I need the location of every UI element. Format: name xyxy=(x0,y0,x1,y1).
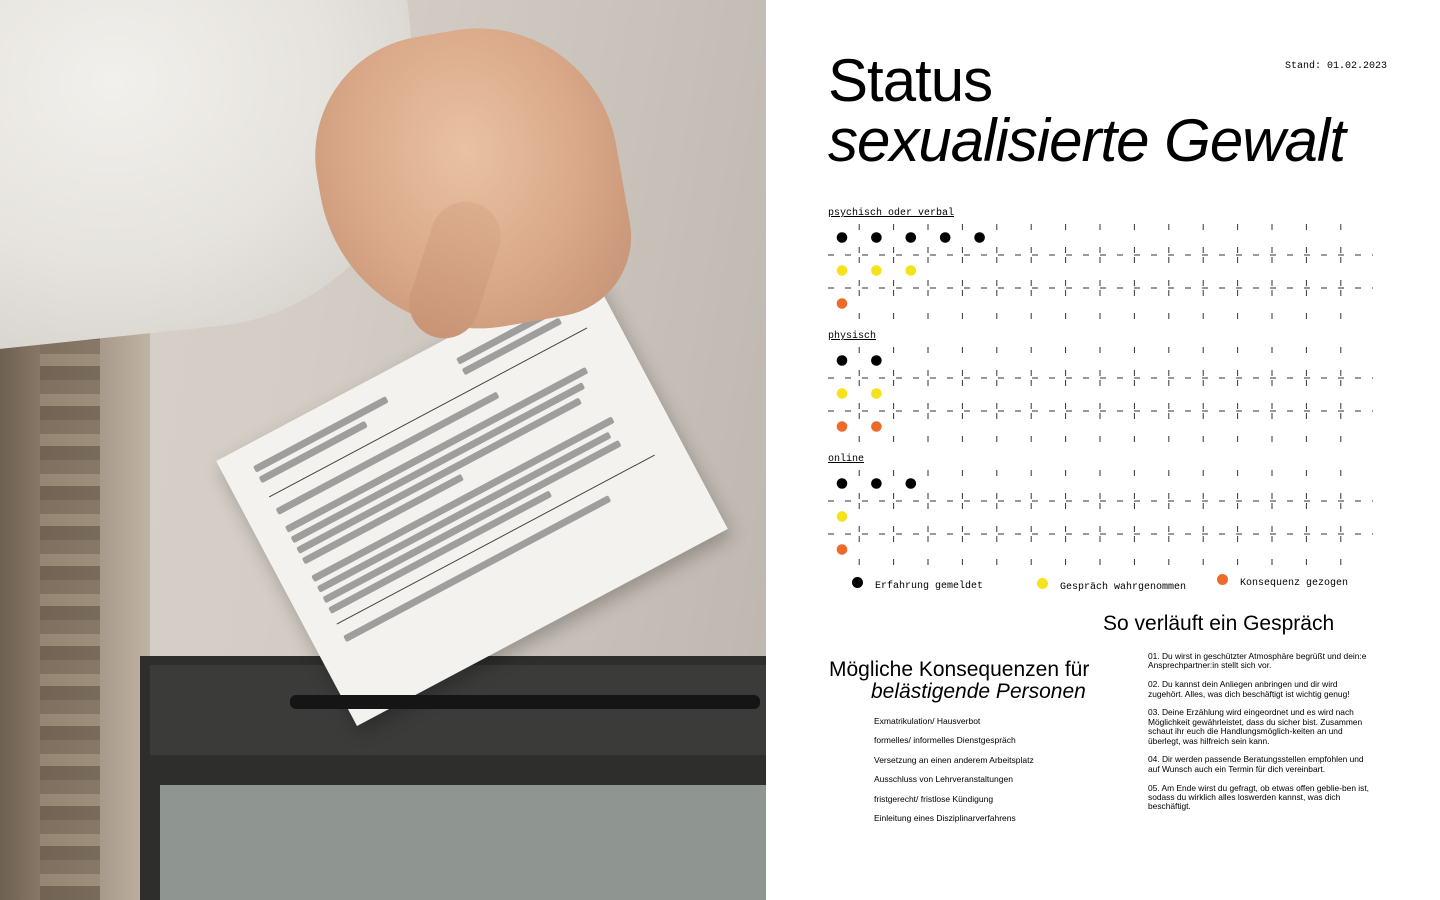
ballot-box-lid xyxy=(150,665,766,755)
section-label-online: online xyxy=(828,454,865,465)
page-subtitle: sexualisierte Gewalt xyxy=(828,107,1345,174)
stone-wall-texture xyxy=(40,300,100,900)
legend-talk xyxy=(1037,581,1186,593)
talk-dot xyxy=(837,265,848,276)
dot-grid-physisch xyxy=(828,345,1373,445)
step-text: Am Ende wirst du gefragt, ob etwas offen geblie-ben ist, sodass du wirklich alles loswerden kannst, was dich beschäftigt. xyxy=(1148,782,1370,812)
reported-dot xyxy=(940,232,951,243)
step-num: 05. xyxy=(1148,782,1160,793)
step-4 xyxy=(1148,755,1374,774)
list-item: fristgerecht/ fristlose Kündigung xyxy=(874,793,994,804)
section-label-physisch: physisch xyxy=(828,331,877,342)
reported-dot xyxy=(837,478,848,489)
dot-grid-online xyxy=(828,468,1373,568)
reported-dot xyxy=(871,232,882,243)
legend-reported xyxy=(852,580,983,592)
step-2 xyxy=(1148,680,1374,699)
talk-dot xyxy=(906,265,917,276)
consequence-dot xyxy=(837,298,848,309)
legend-reported-label: Erfahrung gemeldet xyxy=(875,581,984,593)
legend-talk-label: Gespräch wahrgenommen xyxy=(1060,582,1187,594)
section-label-verbal: psychisch oder verbal xyxy=(828,208,955,219)
step-3 xyxy=(1148,708,1374,746)
talk-dot xyxy=(837,511,848,522)
list-item: Einleitung eines Disziplinarverfahrens xyxy=(874,812,1016,823)
dot-grid-verbal xyxy=(828,222,1373,322)
list-item: Exmatrikulation/ Hausverbot xyxy=(874,716,981,726)
legend-consequence xyxy=(1217,577,1348,589)
conversation-title: So verläuft ein Gespräch xyxy=(1103,612,1335,635)
step-text: Deine Erzählung wird eingeordnet und es wird nach Möglichkeit gewährleistet, dass du sicher bist. Zusammen schaut ihr euch die Handlungsmöglich-keiten an und überlegt, was hilfreich sein kann. xyxy=(1148,707,1363,746)
consequence-dot xyxy=(837,421,848,432)
ballot-box-front xyxy=(160,785,766,900)
step-5 xyxy=(1148,784,1374,812)
ballot-slot xyxy=(290,695,760,709)
reported-dot xyxy=(906,232,917,243)
date-stamp: Stand: 01.02.2023 xyxy=(1285,61,1388,72)
talk-dot xyxy=(837,388,848,399)
conversation-steps xyxy=(1148,652,1374,821)
reported-dot xyxy=(906,478,917,489)
consequences-title: Mögliche Konsequenzen für xyxy=(829,658,1090,681)
page-title: Status xyxy=(828,47,993,114)
step-num: 04. xyxy=(1148,754,1160,765)
orange-dot-icon xyxy=(1217,574,1228,585)
talk-dot xyxy=(871,265,882,276)
yellow-dot-icon xyxy=(1037,578,1048,589)
step-1 xyxy=(1148,652,1374,671)
talk-dot xyxy=(871,388,882,399)
step-text: Du wirst in geschützter Atmosphäre begrüßt und dein:e Ansprechpartner:in stellt sich vor. xyxy=(1148,651,1367,671)
reported-dot xyxy=(871,478,882,489)
consequences-subtitle: belästigende Personen xyxy=(871,680,1086,703)
reported-dot xyxy=(974,232,985,243)
reported-dot xyxy=(837,355,848,366)
legend-consequence-label: Konsequenz gezogen xyxy=(1240,578,1349,590)
reported-dot xyxy=(871,355,882,366)
info-page xyxy=(766,0,1440,900)
black-dot-icon xyxy=(852,577,863,588)
list-item: Ausschluss von Lehrveranstaltungen xyxy=(874,774,1013,785)
consequence-dot xyxy=(837,544,848,555)
list-item: formelles/ informelles Dienstgespräch xyxy=(874,735,1016,746)
step-num: 03. xyxy=(1148,707,1160,718)
dot-grid-svg xyxy=(828,345,1373,445)
list-item: Versetzung an einen anderem Arbeitsplatz xyxy=(874,754,1034,765)
dot-grid-svg xyxy=(828,468,1373,568)
reported-dot xyxy=(837,232,848,243)
dot-grid-svg xyxy=(828,222,1373,322)
consequence-dot xyxy=(871,421,882,432)
consequences-list xyxy=(874,712,1034,828)
step-num: 01. xyxy=(1148,651,1160,661)
step-text: Du kannst dein Anliegen anbringen und dir wird zugehört. Alles, was dich beschäftigt ist wichtig genug! xyxy=(1148,679,1350,699)
step-num: 02. xyxy=(1148,679,1160,690)
step-text: Dir werden passende Beratungsstellen empfohlen und auf Wunsch auch ein Termin für dich vereinbart. xyxy=(1148,754,1364,774)
